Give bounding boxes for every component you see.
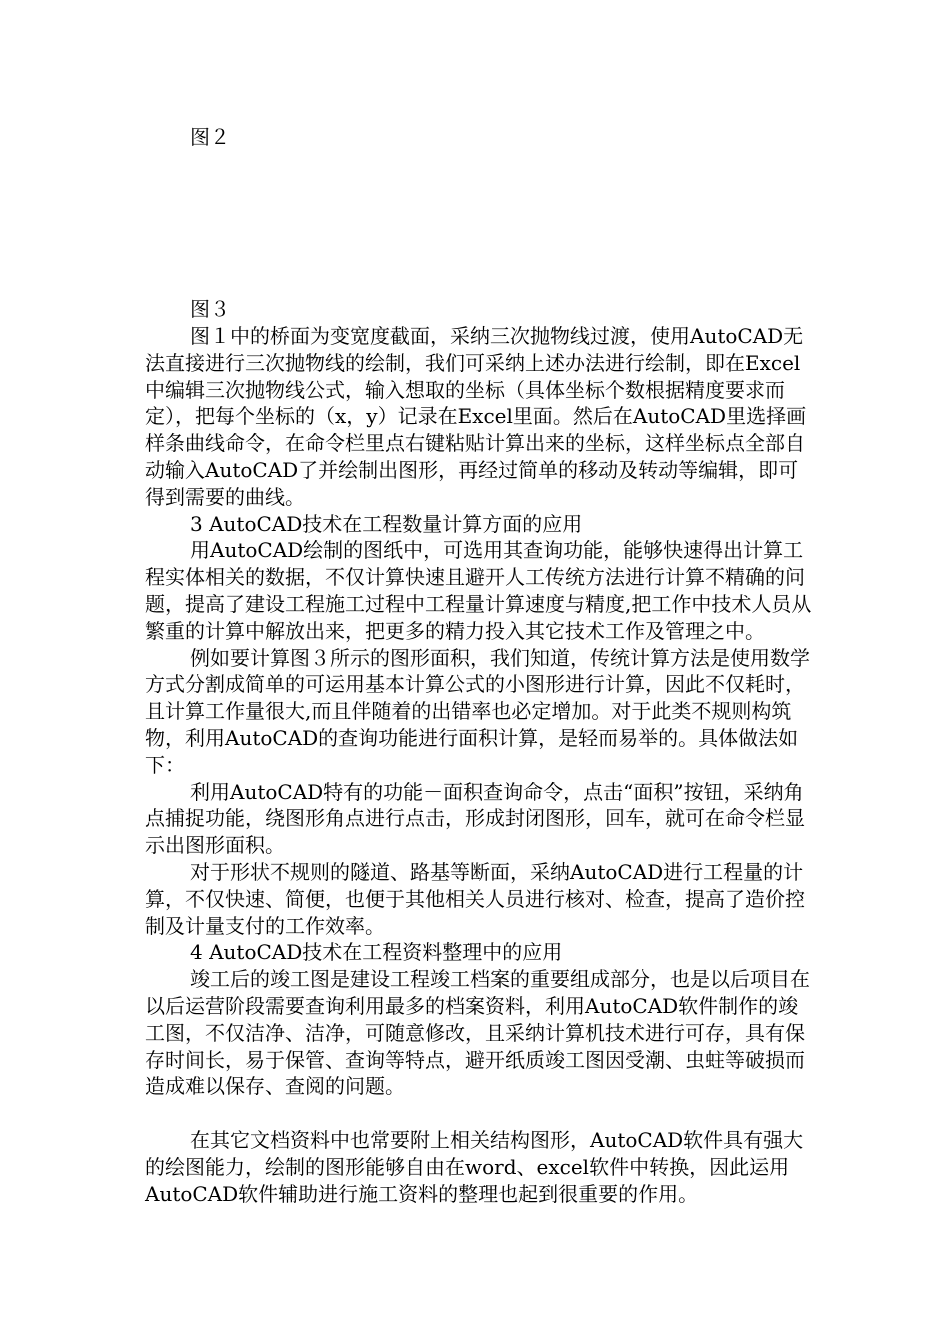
- paragraph-area-example: 例如要计算图３所示的图形面积，我们知道，传统计算方法是使用数学方式分割成简单的可运用基本计算公式的小图形进行计算，因此不仅耗时，且计算工作量很大,而且伴随着的出错率也必定增加。对于此类不规则构筑物，利用AutoCAD的查询功能进行面积计算，是轻而易举的。具体做法如下：: [145, 645, 810, 777]
- paragraph-other-documents: 在其它文档资料中也常要附上相关结构图形，AutoCAD软件具有强大的绘图能力，绘制的图形能够自由在word、excel软件中转换，因此运用AutoCAD软件辅助进行施工资料的整理也起到很重要的作用。: [145, 1128, 804, 1206]
- section-heading-3: 3 AutoCAD技术在工程数量计算方面的应用: [190, 511, 583, 536]
- paragraph-area-command: 利用AutoCAD特有的功能－面积查询命令，点击“面积”按钮，采纳角点捕捉功能，绕图形角点进行点击，形成封闭图形，回车，就可在命令栏显示出图形面积。: [145, 779, 805, 858]
- body-text: [145, 323, 813, 1208]
- section-heading-4: 4 AutoCAD技术在工程资料整理中的应用: [190, 940, 563, 965]
- paragraph-irregular-sections: 对于形状不规则的隧道、路基等断面，采纳AutoCAD进行工程量的计算，不仅快速、简便，也便于其他相关人员进行核对、检查，提高了造价控制及计量支付的工作效率。: [145, 859, 805, 938]
- paragraph-query-function: 用AutoCAD绘制的图纸中，可选用其查询功能，能够快速得出计算工程实体相关的数据，不仅计算快速且避开人工传统方法进行计算不精确的问题，提高了建设工程施工过程中工程量计算速度与精度,把工作中技术人员从繁重的计算中解放出来，把更多的精力投入其它技术工作及管理之中。: [145, 538, 812, 643]
- paragraph-as-built-drawings: 竣工后的竣工图是建设工程竣工档案的重要组成部分，也是以后项目在以后运营阶段需要查询利用最多的档案资料，利用AutoCAD软件制作的竣工图，不仅洁净、洁净，可随意修改，且采纳计算机技术进行可存，具有保存时间长，易于保管、查询等特点，避开纸质竣工图因受潮、虫蛀等破损而造成难以保存、查阅的问题。: [145, 967, 810, 1099]
- figure-3-caption: 图３: [190, 297, 230, 321]
- paragraph-cubic-parabola: 图１中的桥面为变宽度截面，采纳三次抛物线过渡，使用AutoCAD无法直接进行三次抛物线的绘制，我们可采纳上述办法进行绘制，即在Excel中编辑三次抛物线公式，输入想取的坐标（具体坐标个数根据精度要求而定），把每个坐标的（x，y）记录在Excel里面。然后在AutoCAD里选择画样条曲线命令，在命令栏里点右键粘贴计算出来的坐标，这样坐标点全部自动输入AutoCAD了并绘制出图形，再经过简单的移动及转动等编辑，即可得到需要的曲线。: [145, 324, 807, 509]
- figure-2-caption: 图２: [190, 125, 230, 149]
- paragraph-gap: [145, 1100, 813, 1127]
